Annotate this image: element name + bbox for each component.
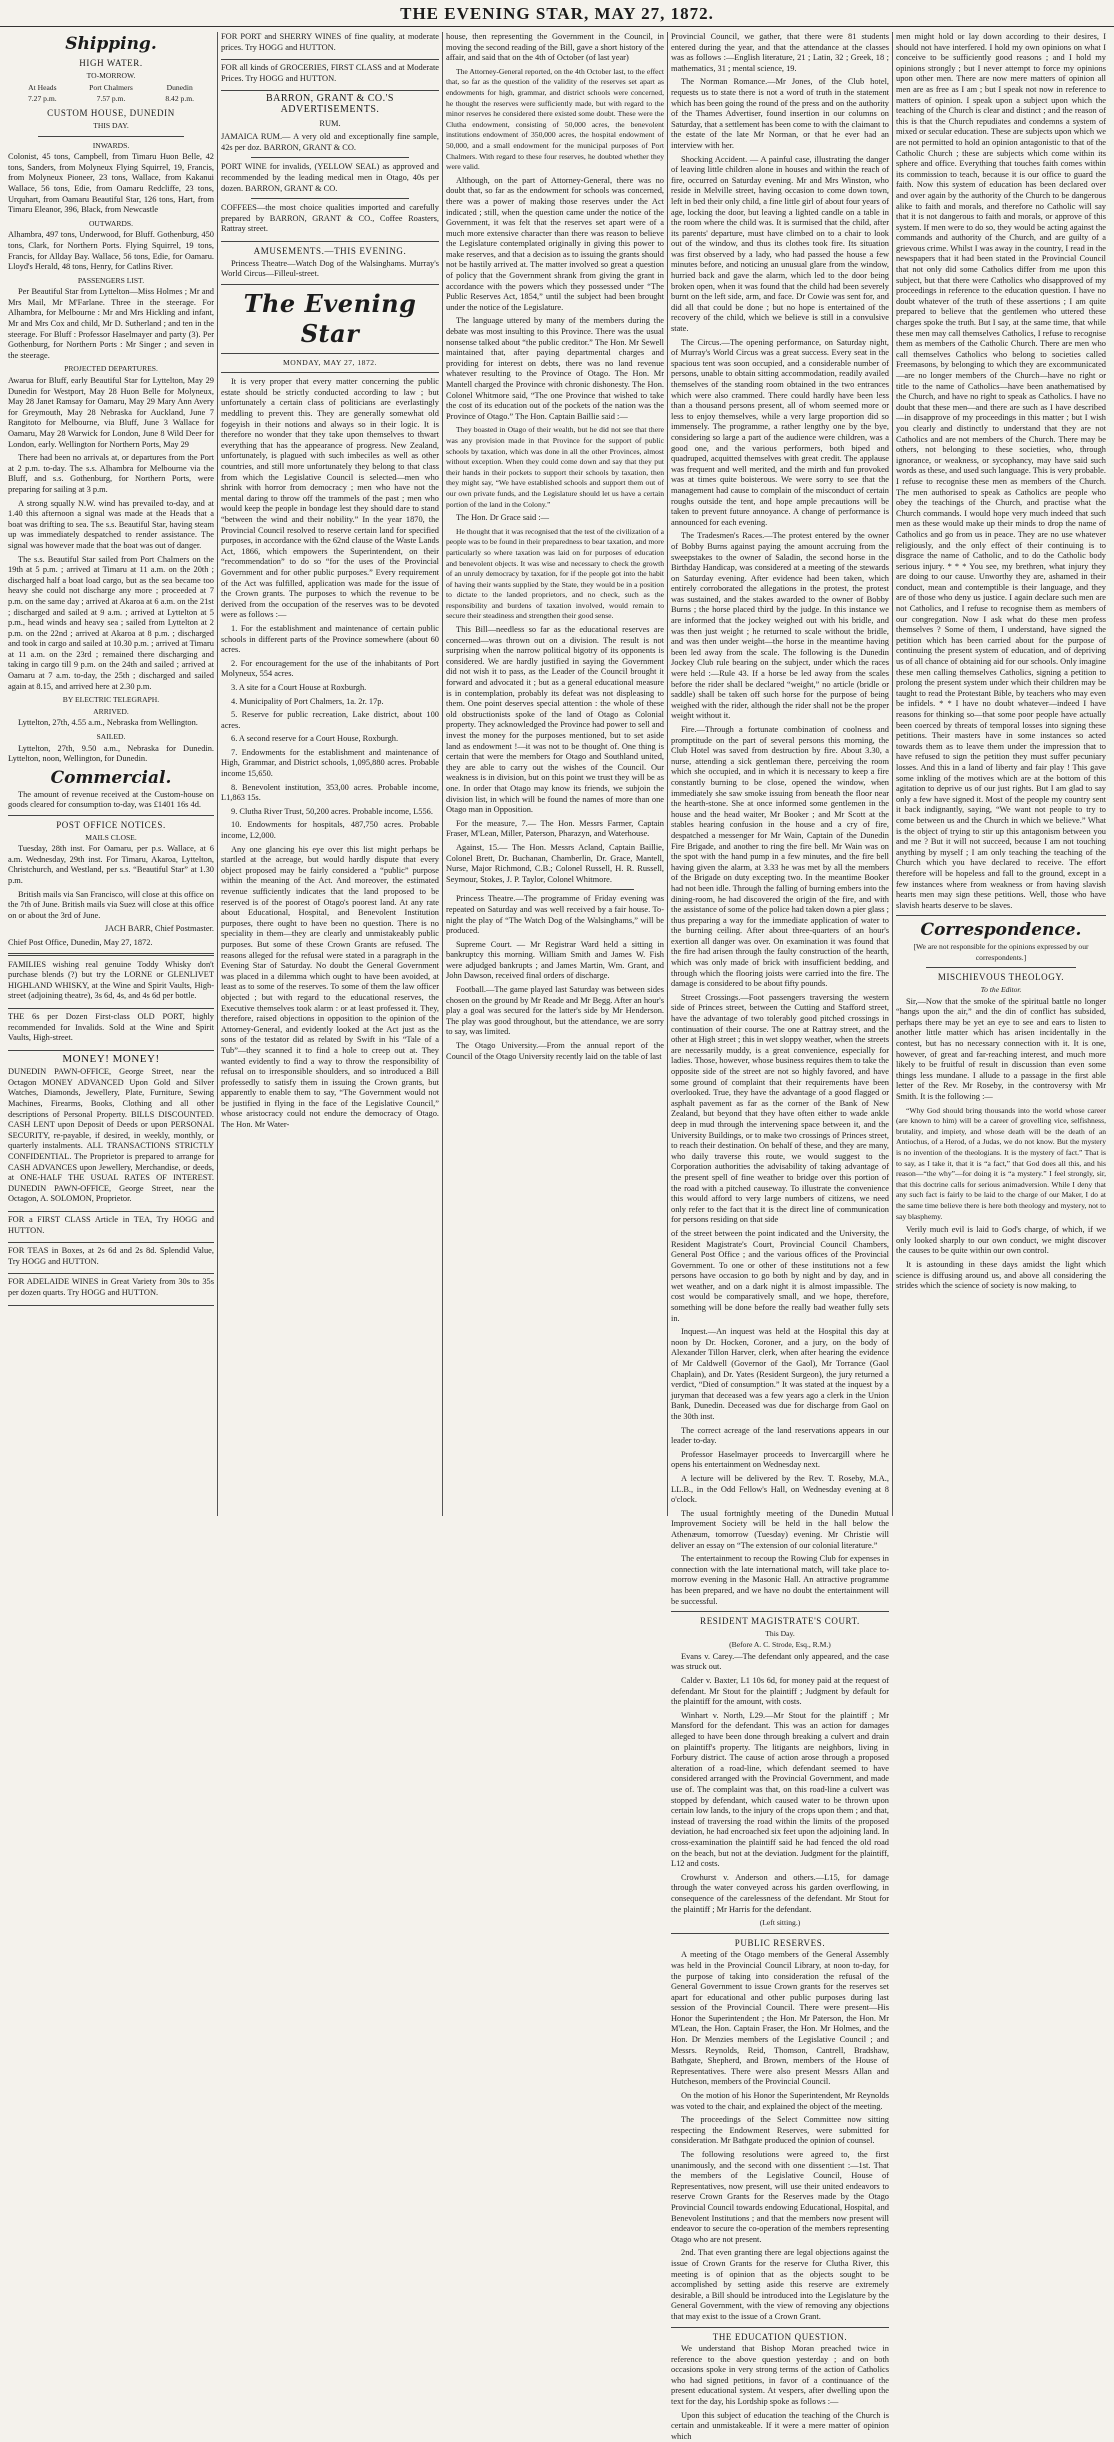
court-sub: This Day.: [765, 1628, 795, 1638]
correspondence-heading: Correspondence.: [920, 920, 1082, 941]
news-item: Inquest.—An inquest was held at the Hospital this day at noon by Dr. Hocken, Coroner, and a jury, on the body of Alexander Tillon Harver, clerk, when after hearing the evidence of Mr Caldwell (Governor of the Gaol), Mr Torrance (Gaol Chaplain), and Dr. Yates (Resident Surgeon), the jury returned a verdict, “Died of consumption.” It was stated at the inquest by a juryman that deceased was a few years ago a clerk in the Union Bank, Dunedin. Deceased was due for discharge from Gaol on the 30th inst.: [671, 1327, 889, 1421]
article-para: This Bill—needless so far as the educational reserves are concerned—was thrown out on a division. The result is not surprising when the narrow political bigotry of its opponents is considered. We are hardly justified in saying the Government did not wish it to pass, as the Leader of the Council brought it forward and advocated it ; but as a general educational measure is in contemplation, probably its defeat was not displeasing to them. One point deserves special attention : the whole of these old obstructionists spoke of the land of Otago as Colonial property. They acknowledged the Province had power to sell and invest the money for the purposes mentioned, but to set aside land as endowment !—it was not to be thought of. One thing is certain that were the members for Otago and Southland united, they are able to carry out the wishes of the Council. Our weakness is in division, but on this point we trust they will be as one. In order that Otago may know its friends, we subjoin the division list, in which will be found the names of more than one Otago man in Opposition.: [446, 625, 664, 815]
tide-table: [8, 83, 214, 104]
post-office-heading: POST OFFICE NOTICES.: [56, 820, 166, 830]
ad-families: FAMILIES wishing real genuine Toddy Whisky don't purchase blends (?) but try the LORNE or GLENLIVET HIGHLAND WHISKY, at the Wine and Spirit Vaults, High-street (adjoining theatre), 3s 6d, 4s, and 4s 6d per bottle.: [8, 960, 214, 1009]
news-item: Shocking Accident. — A painful case, illustrating the danger of leaving little children alone in houses and within the reach of fire, occurred on Saturday evening. Mr and Mrs Winston, who reside in Melville street, having occasion to come down town, left in bed their only child, a fine little girl of about four years of age, locking the door, but leaving a lighted candle on a table in the room where the child was. It is surmised that the child, after its parents' departure, must have climbed on to a chair to look out of the window, and thus its clothes took fire. Its situation was first observed by a lady, who had passed the house a few minutes before, and noticing an unusual glare from the window, hurried back and gave the alarm, which led to the door being broken open, when it was found that the child had been severely burnt on the left side, arm, and face. Dr Cowie was sent for, and did all that could be done ; but no hope is entertained of the recovery of the child, which we believe is still in a convulsive state.: [671, 154, 889, 334]
news-item: Football.—The game played last Saturday was between sides chosen on the ground by Mr Reade and Mr Begg. After an hour's play a goal was secured for the latter's side by Mr Henderson. The play was good throughout, but the attendance, we are sorry to say, was limited.: [446, 985, 664, 1037]
letter-quote: “Why God should bring thousands into the world whose career (are known to him) will be a career of grovelling vice, selfishness, brutality, and impiety, and whose death will be the death of an Antiochus, of a Herod, of a Judas, we do not know. But the mystery is no invention of the theologians. It is the mystery of fact.” That is to say, as I take it, that it is “a fact,” that God does all this, and his reason—“the why”—for doing it is “a mystery.” I feel strongly, sir, that this doctrine calls for serious animadversion. While I deny that any such fact is fairly to be laid to the charge of our Maker, I do at the same time believe there is here both theology and mystery, not to say blasphemy.: [896, 1105, 1106, 1221]
leader-list-item: 3. A site for a Court House at Roxburgh.: [231, 682, 367, 692]
ad-money-heading: MONEY! MONEY!: [62, 1052, 160, 1065]
reserves-para: 2nd. That even granting there are legal objections against the issue of Crown Grants for the reserve for Clutha River, this meeting is of opinion that as the objects sought to be accomplished by setting aside this reserve are extremely desirable, a Bill should be introduced into the Legislature by the General Government, with the view of removing any objections that may exist to the issue of a Crown Grant.: [671, 2248, 889, 2321]
letter-salutation: To the Editor.: [980, 985, 1022, 995]
arrived-text: Lyttelton, 27th, 4.55 a.m., Nebraska from Wellington.: [18, 718, 198, 728]
article-quote: The Attorney-General reported, on the 4th October last, to the effect that, so far as the question of the validity of the reserves set apart as endowments for high, grammar, and district schools were concerned, he thought the reserves were sufficiently made, but with regard to the minor reserves he considered there existed some doubt. These were the Clutha endowment, consisting of 50,000 acres, the benevolent institutions endowment of 350,000 acres, the hospital endowment of 50,000, and a small endowment for the municipal purposes of Port Chalmers. With regard to these four reserves, he doubted whether they were valid.: [446, 66, 664, 172]
court-case: Calder v. Baxter, L1 10s 6d, for money paid at the request of defendant. Mr Stout for the plaintiff ; Judgment by default for the plaintiff for the amount, with costs.: [671, 1676, 889, 1707]
news-item: Fire.—Through a fortunate combination of coolness and promptitude on the part of several persons this morning, the Club Hotel was saved from destruction by fire. About 3.30, a nurse, attending a sick gentleman there, perceiving the room which she occupied, and in which it is necessary to keep a fire constantly burning to be close, opened the window, when immediately she saw smoke issuing from beneath the floor near the hearth-stone. She at once informed some gentlemen in the house and the head waiter, Mr Booker ; and Mr Scott at the stables hearing confusion in the house and a cry of fire, despatched a messenger for Mr Wain, Captain of the Dunedin Fire Brigade, and another to ring the fire bell. Mr Wain was on the spot with the hand pump in a few minutes, and the fire bell having given the alarm, at 3.33 he was met by all the members of the Brigade on duty excepting two. In the meantime Booker had not been idle. Through the falling of burning embers into the dining-room, he had discovered the origin of the fire, and with the assistance of some of the police had taken down a pier glass ; thus preparing a way for the immediate application of water to the burning ceiling. After about three-quarters of an hour's exertion all danger was over. On examination it was found that the fire had arisen through the faulty construction of the hearth, which was only made of brick with insufficient bedding, and through which the flooring joists were carried into the fire. The damage is considered to be about fifty pounds.: [671, 725, 889, 989]
column-rule: [217, 32, 218, 1516]
division-against: Against, 15.— The Hon. Messrs Acland, Captain Baillie, Colonel Brett, Dr. Buchanan, Chamberlin, Dr. Grace, Mantell, Nurse, Major Richmond, C.B.; Colonel Russell, H. R. Russell, Seymour, Stokes, J. P. Taylor, Colonel Whitmore.: [446, 842, 664, 884]
leader-list-item: 1. For the establishment and maintenance of certain public schools in different parts of the Province somewhere (about 60 acres.: [221, 623, 439, 655]
outwards-heading: OUTWARDS.: [88, 218, 134, 228]
article-para: The language uttered by many of the members during the debate was most insulting to this Province. There was the usual nonsense talked about “the public creditor.” The Hon. Mr Sewell maintained that, after paying departmental charges and providing for interest on debts, there was no land revenue whatever resulting to the Province of Otago. The Hon. Mr Mantell charged the Province with chronic dishonesty. The Hon. Colonel Whitmore said, “The one Province that wished to take the cost of its education out of the pockets of the nation was the Province of Otago.” The Hon. Captain Baillie said :—: [446, 316, 664, 421]
news-item: The Otago University.—From the annual report of the Council of the Otago University recently laid on the table of last: [446, 1041, 664, 1061]
mails-close: MAILS CLOSE.: [85, 832, 137, 842]
ad-port-sherry: FOR PORT and SHERRY WINES of fine quality, at moderate prices. Try HOGG and HUTTON.: [221, 32, 439, 60]
column-rule: [892, 32, 893, 1516]
leader-list-item: 7. Endowments for the establishment and maintenance of High, Grammar, and District schools, 1,095,880 acres. Probable income 15,650.: [221, 747, 439, 779]
news-item: The usual fortnightly meeting of the Dunedin Mutual Improvement Society will be held in the hall below the Athenæum, tomorrow (Tuesday) evening. Mr Christie will deliver an essay on “The extension of our colonial literature.”: [671, 1508, 889, 1550]
leader-para: Any one glancing his eye over this list might perhaps be startled at the acreage, but would hardly dispute that every object proposed may be fairly considered a “public” purpose within the meaning of the Act. And moreover, the estimated revenue sufficiently indicates that the land proposed to be reserved is of the poorest of Otago's poorest land. At any rate about Educational, Hospital, and Benevolent Institution purposes, there ought to have been no question. There is no speciality in them—they are clearly and unmistakeably public purposes. But some of these Crown Grants are refused. The reasons alleged for the refusal were stated in a paragraph in the Evening Star of Saturday. No doubt the General Government was placed in a dilemma which ought to have been avoided, at least as to some of the reserves. To some of them the law officer objected ; but with regard to the educational reserves, the Executive themselves took alarm : or at least professed it. They, therefore, raised objections in opposition to the opinion of the Attorney-General, and evidently looked at the Act just as the sons of the testator did as related by Swift in his “Tale of a Tub”—they scanned it to find a hole to creep out at. They wanted evidently to find a way to throw the responsibility of refusal on to irresponsible shoulders, and so introduced a Bill professedly to satisfy them in issuing the Crown grants, but apparently to enable them to say, “The Government would not be justified in flying in the face of the Legislative Council,” whose aristocracy could not endure the democracy of Otago. The Hon. Mr Water-: [221, 844, 439, 1130]
outwards-list: Alhambra, 497 tons, Underwood, for Bluff. Gothenburg, 450 tons, Clark, for Northern Ports. Flying Squirrel, 19 tons, Francis, for Allday Bay. Wallace, 56 tons, Edie, for Oamaru. Lloyd's Herald, 48 tons, Henry, for Catlins River.: [8, 230, 214, 272]
amusements-heading: AMUSEMENTS.—THIS EVENING.: [253, 245, 407, 256]
ad-tea: FOR a FIRST CLASS Article in TEA, Try HOGG and HUTTON.: [8, 1215, 214, 1243]
shipping-news: The s.s. Beautiful Star sailed from Port Chalmers on the 19th at 5 p.m. ; arrived at Timaru at 11 a.m. on the 20th ; discharged half a boat load cargo, but as the sea became too heavy she could not discharge any more ; proceeded at 7 p.m. on the same day ; arrived at Akaroa at 6 a.m. on the 21st ; discharged and sailed at 9 a.m. ; arrived at Lyttelton at 5 p.m., head winds and heavy sea ; sailed from Lyttelton at 2 p.m. on the 22nd ; arrived at Akaroa at 8 p.m. ; discharged and took in cargo and sailed at 10.30 p.m. ; arrived at Timaru at 11 a.m. on the 23rd ; remained there discharging and taking in cargo till 9 p.m. on the 24th and sailed ; arrived at Oamaru at 7 a.m. to-day, the 25th ; discharged and sailed again at 8.15, and arrived here at 2.30 p.m.: [8, 554, 214, 691]
news-item: The Norman Romance.—Mr Jones, of the Club hotel, requests us to state there is not a word of truth in the statement which has been going the round of the press and on the authority of the Thames Advertiser, found insertion in our columns on Saturday, that a settlement has been come to with the claimant to the estate of the late Mr Norman, or that he ever had an interview with her.: [671, 77, 889, 150]
column-shipping: [8, 32, 214, 1516]
letter-para: Verily much evil is laid to God's charge, of which, if we only looked sharply to our own conduct, we might discover the causes to be quite within our own control.: [896, 1225, 1106, 1256]
leader-list-item: 8. Benevolent institution, 353,00 acres. Probable income, L1,863 15s.: [221, 782, 439, 803]
news-item: of the street between the point indicated and the University, the Resident Magistrate's Court, Provincial Council Chambers, General Post Office ; and the various offices of the Provincial Government. To one or other of these institutions not a few persons have occasion to go both by night and by day, and in wet weather, and on a dark night it is almost impassible. The cost would be comparatively small, and we hope, therefore, something will be done before the really bad weather fully sets in.: [671, 1228, 889, 1323]
commercial-heading: Commercial.: [50, 767, 172, 788]
tide-cell: Port Chalmers 7.57 p.m.: [89, 83, 133, 103]
ad-barron-grant: BARRON, GRANT & CO.'S ADVERTISEMENTS. RUM. JAMAICA RUM.— A very old and exceptionally fine sample, 42s per doz. BARRON, GRANT & CO. PORT WINE for invalids, (YELLOW SEAL) as approved and recommended by the leading medical men in Otago, 40s per dozen. BARRON, GRANT & CO. COFFEES—the most choice qualities imported and carefully prepared by BARRON, GRANT & CO., Coffee Roasters, Rattray street.: [221, 94, 439, 242]
inwards-heading: INWARDS.: [92, 140, 130, 150]
ad-pawn-office: MONEY! MONEY! DUNEDIN PAWN-OFFICE, George Street, near the Octagon MONEY ADVANCED Upon Gold and Silver Watches, Diamonds, Jewellery, Plate, Furniture, Sewing Machines, Firearms, Books, Clothing and all other descriptions of Personal Property. BILLS DISCOUNTED. CASH LENT upon Deposit of Deeds or upon PERSONAL SECURITY, re-payable, if desired, in weekly, monthly, or quarterly instalments. ALL TRANSACTIONS STRICTLY CONFIDENTIAL. The Proprietor is prepared to arrange for CASH ADVANCES upon Jewellery, Merchandise, or deeds, at ONE-HALF THE USUAL RATES OF INTEREST. DUNEDIN PAWN-OFFICE, George Street, near the Octagon, A. SOLOMON, Proprietor.: [8, 1054, 214, 1212]
leader-list-item: 2. For encouragement for the use of the inhabitants of Port Molyneux, 554 acres.: [221, 658, 439, 679]
sailed-heading: SAILED.: [96, 732, 126, 742]
shipping-news: A strong squally N.W. wind has prevailed to-day, and at 1.40 this afternoon a signal was made at the Heads that a boat was drifting to sea. The s.s. Beautiful Star, having steam up was immediately despatched to render assistance. The signal was however made that the boat was out of danger.: [8, 498, 214, 550]
ad-groceries: FOR all kinds of GROCERIES, FIRST CLASS and at Moderate Prices. Try HOGG and HUTTON.: [221, 63, 439, 91]
news-item: Professor Haselmayer proceeds to Invercargill where he opens his entertainment on Wednesday next.: [671, 1449, 889, 1470]
post-signature: Chief Post Office, Dunedin, May 27, 1872.: [8, 937, 153, 947]
column-local-news: [671, 32, 889, 2441]
news-item: The correct acreage of the land reservations appears in our leader to-day.: [671, 1425, 889, 1446]
paper-title: The Evening Star: [243, 288, 417, 348]
column-rule: [667, 32, 668, 1516]
column-sermon-correspondence: [896, 32, 1106, 1516]
shipping-news: There had been no arrivals at, or departures from the Port at 2 p.m. to-day. The s.s. Alhambra for Melbourne via the Bluff, and s.s. Gothenburg, for Northern Ports, were preparing for sailing at 3 p.m.: [8, 453, 214, 494]
court-case: Crowhurst v. Anderson and others.—L15, for damage through the water conveyed across his garden overflowing, in consequence of the carelessness of the defendant. Mr Stout for the plaintiff ; Mr Harris for the defendant.: [671, 1872, 889, 1914]
masthead-title: THE EVENING STAR, MAY 27, 1872.: [400, 4, 714, 23]
paper-date: MONDAY, MAY 27, 1872.: [283, 357, 377, 367]
post-text: Tuesday, 28th inst. For Oamaru, per p.s. Wallace, at 6 a.m. Wednesday, 29th inst. For Timaru, Akaroa, Lyttelton, Christchurch, and Westland, per s.s. “Beautiful Star” at 1.30 p.m.: [8, 844, 214, 885]
sermon-text: men might hold or lay down according to their desires, I should not have interfered. I hold my own opinions on what I conceive to be sufficiently good reasons ; and I hold my opinions strongly ; but I never attempt to force my opinions upon other men. There are now mere matters of opinion all men are as free as I am ; but I speak not now in reference to matters of opinion. I speak upon a subject upon which the teaching of the Church is clear and distinct ; and the reason of this is that the Church repudiates and condemns a system of mixed or secular education. These are subjects upon which we are not permitted to hold an opinion antagonistic to that of the Catholic Church ; these are subjects which come within its sphere and office. Everything that touches faith comes within its commission to teach, because it is our office to guard the faith. Now this system of education has been declared over and over again by the authority of the Church to be dangerous alike to faith and morals, and therefore no Catholic will say that it is not dangerous to faith and morals, or approve of this system. If men were to do so, they would be acting against the commands and authority of the Church, and are guilty of a grievous crime. Whilst I was away in the country, I read in the newspapers that it had been stated in the Provincial Council that not only did some Catholics differ from me upon this subject, but that there were Catholics who disapproved of my proceedings in reference to the education question. I have no doubt whatever of the truth of these assertions ; I am quite prepared to believe that the gentlemen who uttered these charges spoke the truth. But I say, at the same time, that while these men may call themselves Catholics, I refuse to recognise them as members of the Catholic Church. There are men who call themselves Catholics who belong to societies called Freemasons, by belonging to which they are excommunicated—are no longer members of the Church—have no right or title to the name of Catholics—have been anathematised by the Church, and have no right to speak as Catholics. I have no doubt that these men—and there are such as I have described—in disapprove of my proceedings in this matter ; but I wish you clearly and distinctly to understand that they are not Catholics and are not members of the Church. There may be others, not belonging to these societies, who, through ignorance, or weakness, or sycophancy, may have said such words as these, and used such language. This is very probable. I refuse to recognise these men as members of the Church. The men authorised to speak as Catholics are people who obey the teachings of the Church, and practise what the Church commands. I would hope very much indeed that such men as these would make up their minds to drop the name of Catholics and go from us in peace. They are no use whatever religiously, and the only effect of their continuing is to disgrace the name of Catholic, and to do the Catholic body serious injury. * * * You see, my brethren, what injury they are doing to our cause. Unworthy they are, ashamed in their conduct, mean and contemptible is their language, and they are of those who deny us justice. I again declare such men are not Catholics, and I refuse to recognise them as members of our congregation. Now I ask what do these men profess themselves ? Some of them, I understand, have signed the petition which has been carried about for the purpose of continuing the present system of education, and of depriving us of all chance of obtaining aid for our schools. Only imagine these men calling themselves Catholics, signing a petition to prolong the present system under which their children may be taught to read the Protestant Bible, by teachers who may even be infidels. * * I have no doubt whatever—indeed I have reasons for thinking so—that some poor people have actually been coerced by threats of temporal losses into signing these petitions. Their masters have in some instances so acted towards them as to leave them under the impression that to have refused to sign the petition they must suffer pecuniary losses. And this in a land of liberty and fair play ! This gave some inkling of the motives which are at the bottom of this agitation to deprive us of our just rights. But I am glad to say only a few have signed it. Most of the people my country sent it back indignantly, saying, “We want not people to try to come between us and the Church in which we believe.” What is the object of trying to stir up this antagonism between you and me ? But it will not succeed, because I am not touching anything by myself ; I am only teaching the teaching of the Church which you have declared to receive. The effort therefore will be hopeless and fall to the ground, except in a few instances where from weakness or from having slavish hearts men may sign these petitions. Well, those who have slavish hearts deserve to be slaves.: [896, 32, 1106, 910]
ad-tea-boxes: FOR TEAS in Boxes, at 2s 6d and 2s 8d. Splendid Value, Try HOGG and HUTTON.: [8, 1246, 214, 1274]
leader-list-item: 5. Reserve for public recreation, Lake district, about 100 acres.: [221, 710, 439, 730]
leader-list-item: 10. Endowments for hospitals, 487,750 acres. Probable income, L2,000.: [221, 820, 439, 841]
telegraph-heading: BY ELECTRIC TELEGRAPH.: [62, 695, 160, 705]
post-text: British mails via San Francisco, will close at this office on the 7th of June. British mails via Suez will close at this office on or about the 3rd of June.: [8, 889, 214, 920]
masthead: [0, 0, 1114, 27]
court-case: Winhart v. North, L29.—Mr Stout for the plaintiff ; Mr Mansford for the defendant. This was an action for damages alleged to have been done through breaking a culvert and drain on plaintiff's property. The litigants are neighbors, living in Forbury district. The cause of action arose through a proposed alteration of a road-line, which defendant seemed to have considered arranged with the Provincial Government, and made use of. The complaint was that, on this road-line a culvert was stopped by defendant, which caused water to be thrown upon certain low lands, to the injury of the crops upon them ; and that, instead of traversing the road within the limits of the proposed deviation, he had encroached six feet upon the adjoining land. In cross-examination the plaintiff said he had fenced the old road on the beach, but not at the deviation. Judgment for the plaintiff, L12 and costs.: [671, 1710, 889, 1869]
departures-list: Awarua for Bluff, early Beautiful Star for Lyttelton, May 29 Dunedin for Westport, May 28 Huon Belle for Molyneux, May 28 Janet Ramsay for Oamaru, May 29 Mary Ann Avery for Greymouth, May 28 Nebraska for Auckland, June 7 Rangitoto for Melbourne, via Bluff, June 3 Wallace for Oamaru, May 28 Warwick for London, June 8 Wild Deer for London, early. Wellington for Northern Ports, May 29: [8, 376, 214, 449]
post-signature: JACH BARR, Chief Postmaster.: [104, 924, 214, 934]
education-heading: THE EDUCATION QUESTION.: [712, 2331, 848, 2342]
commercial-text: The amount of revenue received at the Custom-house on goods cleared for consumption to-day, was £1401 16s 4d.: [8, 789, 214, 810]
article-quote: He thought that it was recognised that the test of the civilization of a people was to be found in their preparedness to bear taxation, and more particularly so where taxation was laid on for purposes of education and benevolent objects. It was wise and necessary to check the growth of an unruly democracy by taxation, for if the people got into the habit of having their wants supplied by the State, they would be in a position to dictate to the landed proprietors, and no check, such as the responsibility and burdens of taxation involved, would remain to secure their steadiness and strengthen their good sense.: [446, 526, 664, 621]
amusements-text: Princess Theatre—Watch Dog of the Walsinghams. Murray's World Circus—Filleul-street.: [221, 258, 439, 279]
letter-heading: MISCHIEVOUS THEOLOGY.: [937, 972, 1065, 983]
reserves-para: A meeting of the Otago members of the General Assembly was held in the Provincial Council Library, at noon to-day, for the purpose of taking into consideration the refusal of the General Government to issue Crown grants for the reserves set apart for educational and other public purposes during last session of the Provincial Council. There were present—His Honor the Superintendent ; the Hon. Mr Paterson, the Hon. Mr M'Lean, the Hon. Captain Fraser, the Hon. Mr Holmes, and the Hon. Dr Menzies members of the Legislative Council ; and Messrs. Reynolds, Reid, Thomson, Cantrell, Bradshaw, Bathgate, Shepherd, and Brown, members of the House of Representatives. There were also present Messrs Allan and Hutcheson, members of the Provincial Council.: [671, 1950, 889, 2087]
column-leader: [221, 32, 439, 1516]
ad-adelaide-wines: FOR ADELAIDE WINES in Great Variety from 30s to 35s per dozen quarts. Try HOGG and HUTTON.: [8, 1277, 214, 1305]
article-para: house, then representing the Government in the Council, in moving the second reading of the Bill, gave a short history of the affair, and said that on the 4th of October (of last year): [446, 32, 664, 63]
letter-para: Sir,—Now that the smoke of the spiritual battle no longer “hangs upon the air,” and the din of conflict has subsided, perhaps there may be yet an eye to see and ears to listen to another little matter which has arisen incidentally in the contest, but has no necessary connection with it. It is one, however, of great and far-reaching interest, and much more likely to be fruitful of result in discussion than even some things less mundane. I allude to a passage in the first able letter of the Rev. Mr Roseby, in the controversy with Mr Smith. It is the following :—: [896, 996, 1106, 1101]
leader-list-item: 4. Municipality of Port Chalmers, 1a. 2r. 17p.: [231, 696, 384, 706]
customs-sub: THIS DAY.: [93, 120, 129, 130]
correspondence-note: [We are not responsible for the opinions expressed by our correspondents.]: [913, 942, 1089, 962]
division-for: For the measure, 7.— The Hon. Messrs Farmer, Captain Fraser, M'Lean, Miller, Paterson, Pharazyn, and Waterhouse.: [446, 818, 664, 839]
court-case: Evans v. Carey.—The defendant only appeared, and the case was struck out.: [671, 1651, 889, 1672]
reserves-para: On the motion of his Honor the Superintendent, Mr Reynolds was voted to the chair, and explained the object of the meeting.: [671, 2091, 889, 2111]
court-heading: RESIDENT MAGISTRATE'S COURT.: [700, 1616, 860, 1627]
letter-para: It is astounding in these days amidst the light which science is diffusing around us, and above all considering the strides which the science of society is now making, to: [896, 1259, 1106, 1291]
arrived-heading: ARRIVED.: [93, 706, 129, 716]
left-sitting: (Left sitting.): [759, 1918, 801, 1928]
passengers-heading: PASSENGERS LIST.: [77, 275, 145, 285]
leader-para: It is very proper that every matter concerning the public estate should be strictly conducted according to law ; but unfortunately a certain class of politicians are everlastingly meddling to prevent this. They are generally somewhat old fogeyish in their notions and always so in their logic. It is therefore no wonder that they take upon themselves to thwart everything that has the appearance of progress. New Zealand, unfortunately, is plagued with such imbeciles as well as other countries, and still more unfortunately they belong to that class from which the Legislative Council is selected—men who shrink with horror from democracy ; men who have not the mental daring to throw off the trammels of the past ; men who would keep the people in bondage lest they should dare to stand “between the wind and their nobility.” In the year 1870, the Provincial Council resolved to reserve certain land for specified purposes, in accordance with the 62nd clause of the Waste Lands Act, 1866, which empowers the Superintendent, on their “recommendation” to do so “for the uses of the Provincial Government and for other public purposes.” Every requirement of the Act was fulfilled, application was made for the issue of the Crown grants. The purposes to which the revenue to be derived from the occupation of the reserves was to be devoted were as follows :—: [221, 377, 439, 620]
customs-heading: CUSTOM HOUSE, DUNEDIN: [47, 108, 175, 119]
ad-old-port: THE 6s per Dozen First-class OLD PORT, highly recommended for Invalids. Sold at the Wine and Spirit Vaults, High-street.: [8, 1012, 214, 1051]
leader-list-item: 6. A second reserve for a Court House, Roxburgh.: [231, 734, 399, 744]
high-water-sub: TO-MORROW.: [86, 70, 136, 80]
news-item: The entertainment to recoup the Rowing Club for expenses in connection with the late international match, will take place to-morrow evening in the Masonic Hall. An attractive programme has been prepared, and we have no doubt the entertainment will be successful.: [671, 1554, 889, 1606]
column-rule: [442, 32, 443, 1516]
tide-cell: Dunedin 8.42 p.m.: [165, 83, 195, 103]
reserves-heading: PUBLIC RESERVES.: [734, 1937, 826, 1948]
departures-heading: PROJECTED DEPARTURES.: [64, 364, 158, 374]
shipping-heading: Shipping.: [65, 34, 157, 54]
education-para: Upon this subject of education the teaching of the Church is certain and unmistakeable. If it were a mere matter of opinion which: [671, 2410, 889, 2441]
high-water-heading: HIGH WATER.: [79, 58, 143, 68]
news-item: The Circus.—The opening performance, on Saturday night, of Murray's World Circus was a great success. Every seat in the spacious tent was soon occupied, and a considerable number of persons, unable to obtain sitting accommodation, readily availed themselves of the standing room obtained in the two entrances which were also crammed. There could hardly have been less than a thousand persons present, all of whom seemed more or less to enjoy themselves, while a very large proportion did so immensely. The programme, a rather lengthy one by the bye, considering so large a part of the audience were children, was a good one, and the various performers, both biped and quadruped, acquitted themselves with great credit. The applause was frequent and well merited, and the mirth and fun provoked was at times quite boisterous. We were sorry to see that the management had cause to complain of the misconduct of certain roughs outside the tent, and hope ample precautions will be taken to prevent future annoyance. A change of performance is announced for each evening.: [671, 337, 889, 527]
reserves-para: The following resolutions were agreed to, the first unanimously, and the second with one dissentient :—1st. That the members of the Legislative Council, House of Representatives, now present, will use their united endeavors to reserve Crown Grants for the Reserves made by the Otago Provincial Council towards endowing Educational, Hospital, and Benevolent Institutions ; and that the members now present will endeavor to secure the co-operation of the members representing Otago who are not present.: [671, 2150, 889, 2244]
sailed-text: Lyttelton, 27th, 9.50 a.m., Nebraska for Dunedin. Lyttelton, noon, Wellington, for Dunedin.: [8, 743, 214, 764]
news-item: Supreme Court. — Mr Registrar Ward held a sitting in bankruptcy this morning. William Smith and James W. Fish were adjudged bankrupts ; and James Martin, Wm. Grant, and John Dawson, received final orders of discharge.: [446, 939, 664, 981]
education-para: We understand that Bishop Moran preached twice in reference to the above question yesterday ; and on both occasions spoke in very strong terms of the action of Catholics who had signed petitions, in favor of a continuance of the present educational system. At vespers, after dwelling upon the text for the day, his Lordship spoke as follows :—: [671, 2344, 889, 2407]
news-item: Princess Theatre.—The programme of Friday evening was repeated on Saturday and was well received by a fair house. To-night the play of “The Watch Dog of the Walsinghams,” will be produced.: [446, 894, 664, 936]
leader-list-item: 9. Clutha River Trust, 50,200 acres. Probable income, L556.: [231, 806, 433, 816]
article-para: Although, on the part of Attorney-General, there was no doubt that, so far as the endowment for schools was concerned, there was a power of making those reserves under the Act indicated ; still, when the question came under the notice of the Government, it was felt that the reserves set apart were of a much more extensive character than there was reason to believe the Legislature contemplated originally in giving this power to make reserves, and that a decision as to issuing the grants should not be hastily arrived at. The matter involved so great a question of policy that the Government shrank from giving the grant in accordance with the powers which they possessed under “The Public Reserves Act, 1854,” until the subject had been brought under the notice of the Legislature.: [446, 175, 664, 312]
court-sub: (Before A. C. Strode, Esq., R.M.): [729, 1640, 831, 1650]
news-item: Street Crossings.—Foot passengers traversing the western side of Princes street, between the Cutting and Stafford street, have the advantage of two tolerably good pitched crossings in continuation of their course. The one at Rattray street, and the other at High street ; this in wet sloppy weather, when the streets are necessarily muddy, is a great convenience, especially for ladies. Those, however, whose business requires them to take the opposite side of the street are not so highly favored, and have some ground of complaint that their requirements have been overlooked. True, they have the advantage of a good flagged or asphalt pavement as far as the corner of the Bank of New Zealand, but beyond that they have often either to wade ankle deep in mud through the intervening space between it, and the University Buildings, or to make two crossings of Princes street, to reach their destination. On behalf of these, and they are many, who daily traverse this route, we would suggest to the Corporation authorities the advisability of taking advantage of the present spell of fine weather to bridge over this portion of the road with a pitched causeway. To illustrate the convenience this would afford to very large numbers of citizens, we need only refer to the fact that it is the direct line of communication for persons residing on that side: [671, 992, 889, 1225]
tide-cell: At Heads 7.27 p.m.: [27, 83, 57, 103]
column-leader-continued: [446, 32, 664, 1516]
news-item: A lecture will be delivered by the Rev. T. Roseby, M.A., LL.B., in the Odd Fellow's Hall, on Wednesday evening at 8 o'clock.: [671, 1473, 889, 1505]
article-para: The Hon. Dr Grace said :—: [456, 513, 550, 523]
article-quote: They boasted in Otago of their wealth, but he did not see that there was any provision made in that Province for the support of public schools by taxation, which was done in all the other Provinces, almost without exception. When they could come down and say that they put their hands in their pockets to support their schools by taxation, then they might say, “We have established schools and support them out of our own private funds, and the Legislature should let us have a certain portion of the land in the Colony.”: [446, 425, 664, 509]
passengers-list: Per Beautiful Star from Lyttelton—Miss Holmes ; Mr and Mrs Mail, Mr M'Farlane. Three in the steerage. For Alhambra, for Melbourne : Mr and Mrs Hickling and infant, Mr and Mrs Cox and child, Mr D. Sutherland ; and ten in the steerage. For Bluff : Professor Haselmayer and party (3). Per Gothenburg, for Northern Ports : Mr Singer ; and seven in the steerage.: [8, 287, 214, 360]
reserves-para: The proceedings of the Select Committee now sitting respecting the Endowment Reserves, were submitted for consideration. Mr Bathgate produced the opinion of counsel.: [671, 2115, 889, 2146]
news-item: The Tradesmen's Races.—The protest entered by the owner of Bobby Burns against paying the amount accruing from the sweepstakes to the owner of Saladin, the second horse in the Birthday Handicap, was considered at a meeting of the stewards on Saturday evening. After evidence had been taken, which entirely corroborated the allegations in the protest, the protest was sustained, and the stakes awarded to the owner of Bobby Burns ; the horse placed third by the judge. In this instance we are informed that the jockey weighed out with his bridle, and was then just weight ; he returned to scale without the bridle, and was then under weight—the horse in the meantime having been led away from the scale. The following is the Dunedin Jockey Club rule bearing on the subject, under which the races were held :—Rule 43. If a horse be led away from the scales before the rider shall be declared “weight,” no article (bridle or saddle) shall be taken off such horse for the purpose of being weighed with the rider, although the rider shall not be the proper weight without it.: [671, 531, 889, 721]
inwards-list: Colonist, 45 tons, Campbell, from Timaru Huon Belle, 42 tons, Sanders, from Molyneux Flying Squirrel, 19, Francis, from Molyneux Pioneer, 23 tons, Wallace, from Kakanui Wallace, 56 tons, Edie, from Oamaru Redcliffe, 23 tons, Urquhart, from Oamaru Beautiful Star, 126 tons, Hart, from Timaru Eleanor, 396, Black, from Newcastle: [8, 152, 214, 215]
news-item: Provincial Council, we gather, that there were 81 students entered during the year, and that the attendance at the classes was as follows :—English literature, 21 ; Latin, 32 ; Greek, 18 ; mathematics, 31 ; mental science, 19.: [671, 32, 889, 73]
